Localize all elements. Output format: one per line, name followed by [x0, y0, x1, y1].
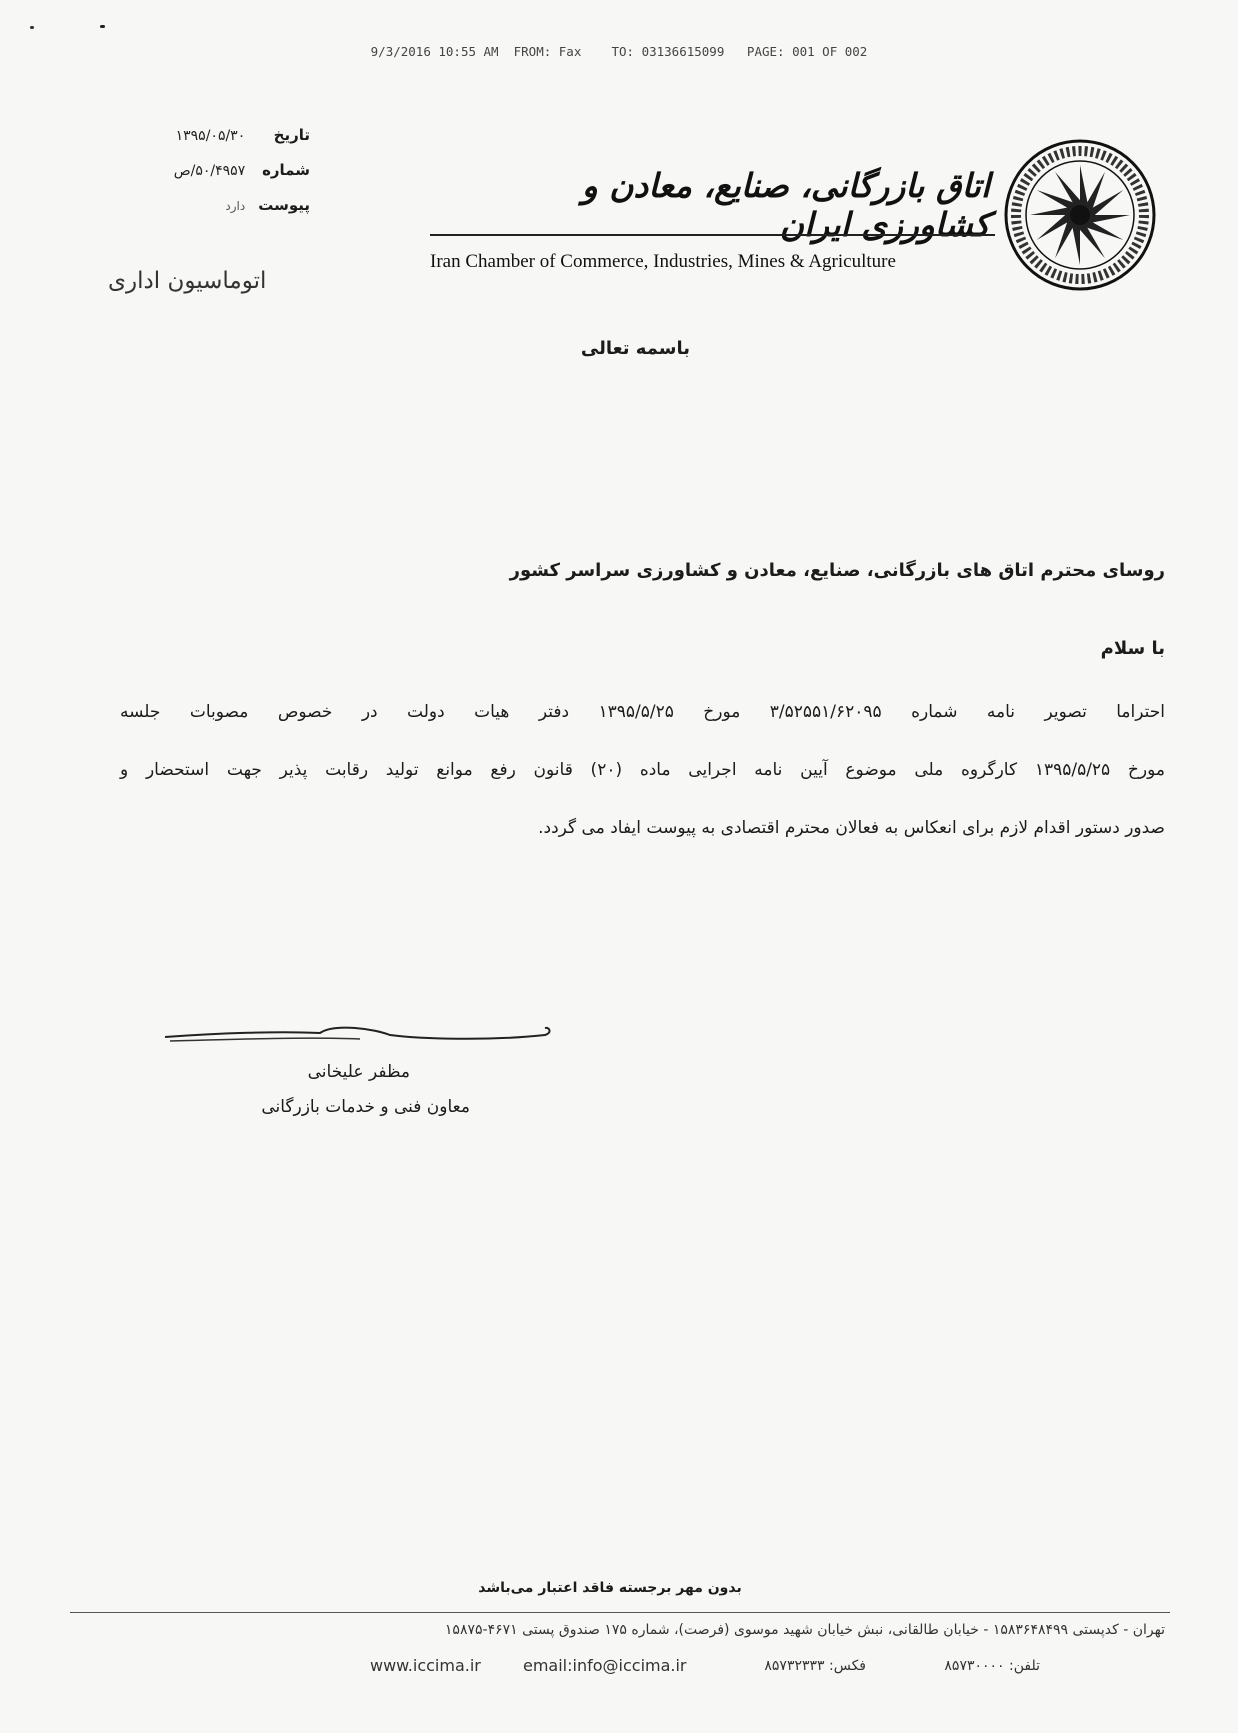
footer-divider: [70, 1612, 1170, 1613]
letter-greeting: با سلام: [1100, 638, 1165, 659]
date-value: ۱۳۹۵/۰۵/۳۰: [175, 128, 246, 144]
letter-invocation: باسمه تعالی: [580, 338, 690, 359]
scan-speck: [30, 26, 34, 29]
footer-address: تهران - کدپستی ۱۵۸۳۶۴۸۴۹۹ - خیابان طالقانی، نبش خیابان شهید موسوی (فرصت)، شماره ۱۷۵ صندوق پستی ۴۶۷۱-۱۵۸۷۵: [444, 1622, 1165, 1638]
letter-body-line: احتراما تصویر نامه شماره ۳/۵۲۵۵۱/۶۲۰۹۵ مورخ ۱۳۹۵/۵/۲۵ دفتر هیات دولت در خصوص مصوبات جلسه: [120, 702, 1165, 722]
meta-number-row: [120, 161, 310, 196]
organization-name-fa: اتاق بازرگانی، صنایع، معادن و کشاورزی ایران: [581, 166, 990, 244]
footer-email-link[interactable]: email:info@iccima.ir: [523, 1656, 687, 1675]
footer-phone: تلفن: ۸۵۷۳۰۰۰۰: [944, 1658, 1040, 1674]
letter-body-line: مورخ ۱۳۹۵/۵/۲۵ کارگروه ملی موضوع آیین نامه اجرایی ماده (۲۰) قانون رفع موانع تولید رقابت پذیر جهت استحضار و: [120, 760, 1165, 780]
number-value: ۵۰/۴۹۵۷/ص: [173, 163, 246, 179]
organization-divider: [430, 234, 995, 236]
signatory-name: مظفر علیخانی: [307, 1062, 410, 1082]
attachment-label: پیوست: [258, 196, 310, 214]
letter-meta: [120, 126, 310, 231]
meta-attachment-row: [120, 196, 310, 231]
letter-body-line: صدور دستور اقدام لازم برای انعکاس به فعالان محترم اقتصادی به پیوست ایفاد می گردد.: [538, 818, 1165, 838]
footer-website-link[interactable]: www.iccima.ir: [370, 1656, 481, 1675]
organization-name-en: Iran Chamber of Commerce, Industries, Mines & Agriculture: [430, 251, 896, 272]
attachment-value: دارد: [225, 199, 246, 213]
footer-fax: فکس: ۸۵۷۳۲۳۳۳: [764, 1658, 866, 1674]
organization-emblem-icon: [1000, 135, 1160, 295]
scan-speck: [100, 25, 105, 28]
meta-date-row: [120, 126, 310, 161]
number-label: شماره: [262, 161, 310, 179]
signature-icon: [160, 1015, 560, 1055]
letter-body: [120, 702, 1165, 876]
signatory-title: معاون فنی و خدمات بازرگانی: [261, 1097, 470, 1117]
footer-contact-row: [370, 1656, 1170, 1682]
letter-recipient: روسای محترم اتاق های بازرگانی، صنایع، معادن و کشاورزی سراسر کشور: [509, 560, 1165, 581]
footer-validity-note: بدون مهر برجسته فاقد اعتبار می‌باشد: [478, 1580, 742, 1596]
fax-header: 9/3/2016 10:55 AM FROM: Fax TO: 03136615099 PAGE: 001 OF 002: [370, 44, 868, 59]
date-label: تاریخ: [273, 126, 310, 144]
handwritten-note: اتوماسیون اداری: [108, 268, 267, 294]
